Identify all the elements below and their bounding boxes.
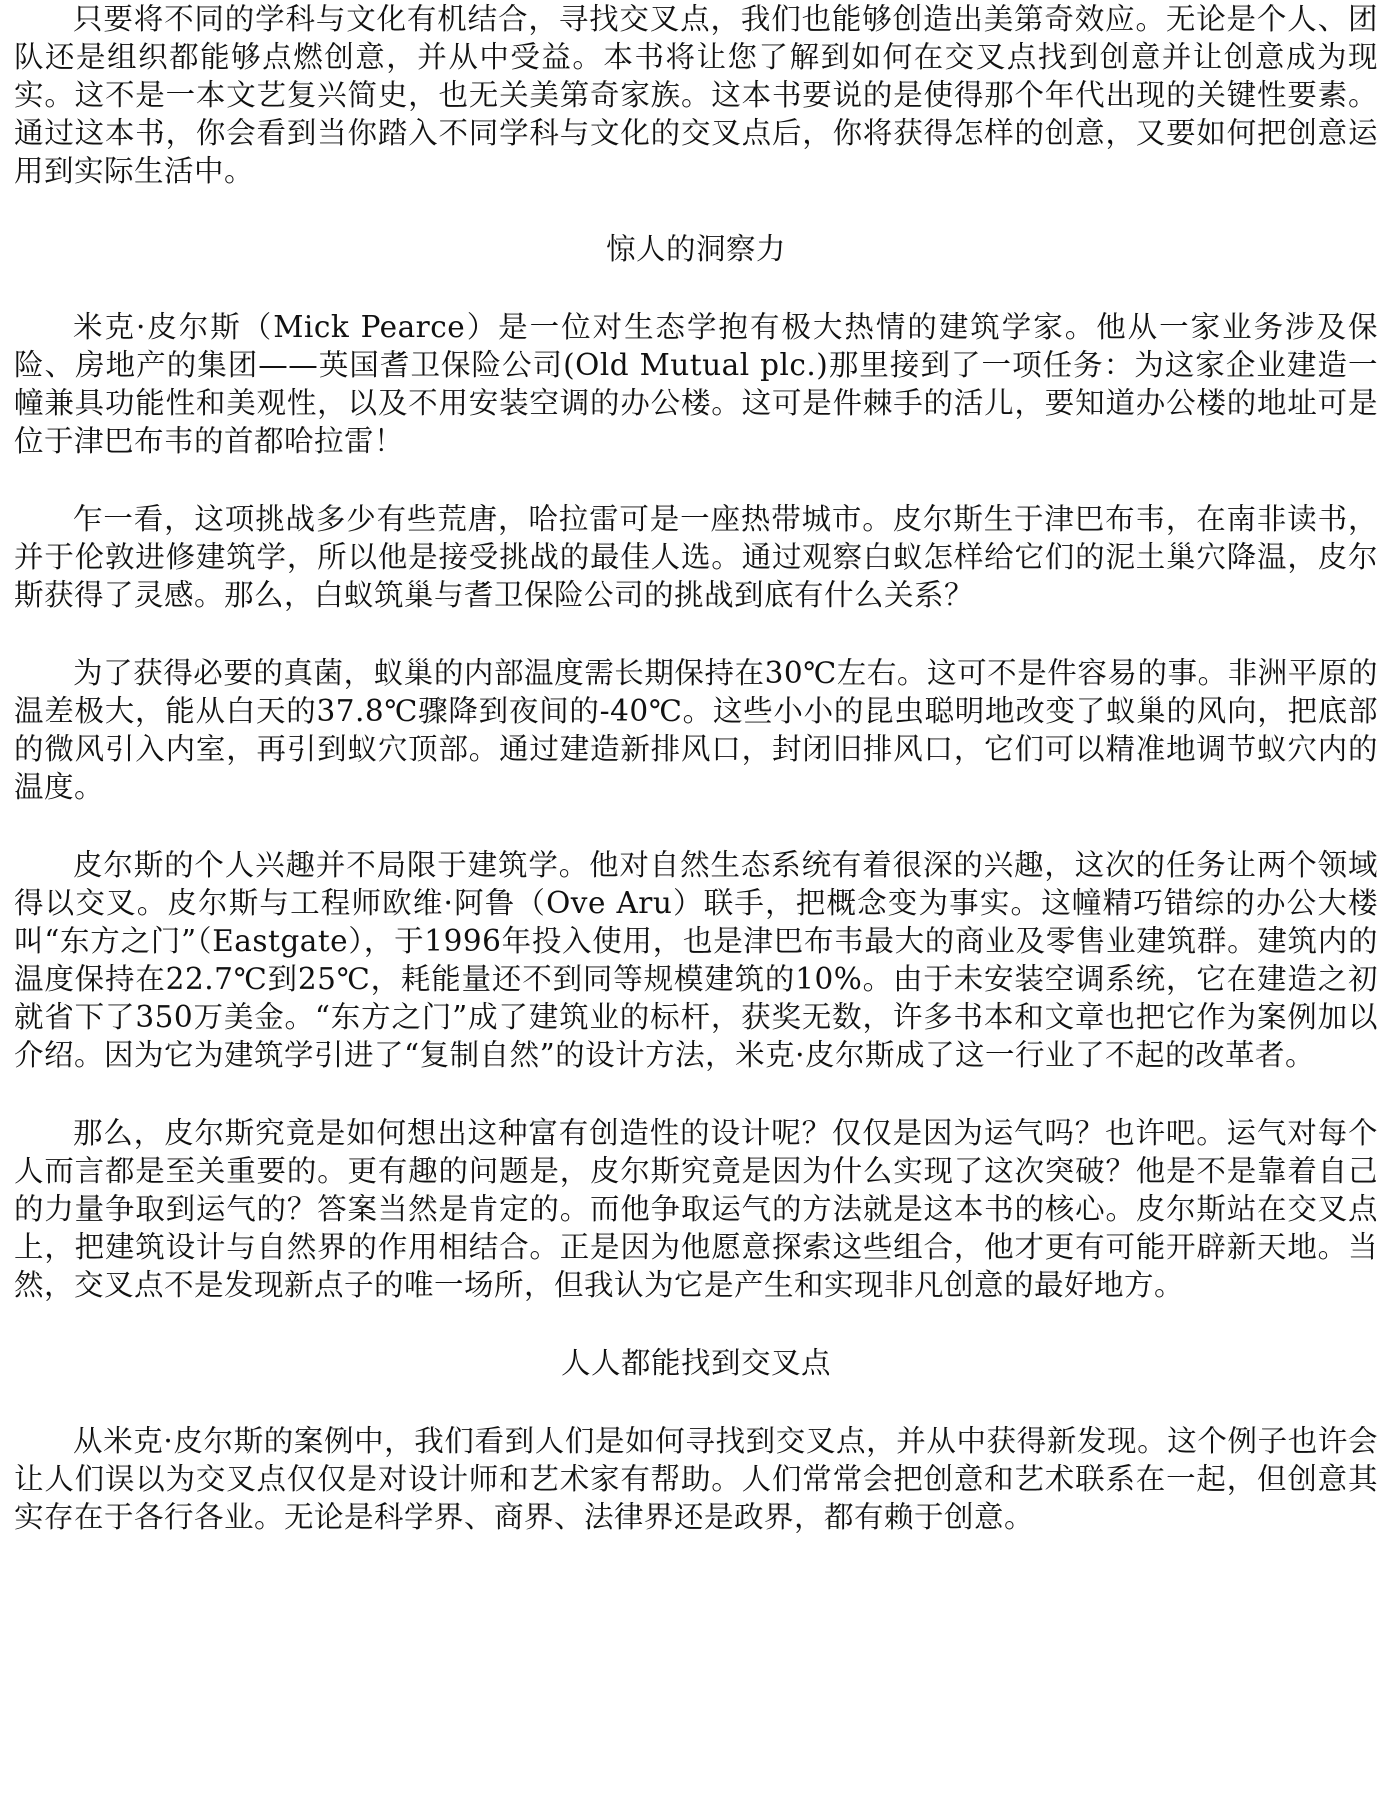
paragraph-spacer — [14, 1074, 1378, 1114]
paragraph-mick-pearce: 米克·皮尔斯（Mick Pearce）是一位对生态学抱有极大热情的建筑学家。他从一家业务涉及保险、房地产的集团——英国耆卫保险公司(Old Mutual plc.)那里接到了一项任务：为这家企业建造一幢兼具功能性和美观性，以及不用安装空调的办公楼。这可是件棘手的活儿，要知道办公楼的地址可是位于津巴布韦的首都哈拉雷！ — [14, 310, 1378, 458]
paragraph-spacer — [14, 268, 1378, 308]
paragraph-challenge: 乍一看，这项挑战多少有些荒唐，哈拉雷可是一座热带城市。皮尔斯生于津巴布韦，在南非读书，并于伦敦进修建筑学，所以他是接受挑战的最佳人选。通过观察白蚁怎样给它们的泥土巢穴降温，皮尔斯获得了灵感。那么，白蚁筑巢与耆卫保险公司的挑战到底有什么关系？ — [14, 502, 1378, 612]
paragraph-intro-continued: 只要将不同的学科与文化有机结合，寻找交叉点，我们也能够创造出美第奇效应。无论是个人、团队还是组织都能够点燃创意，并从中受益。本书将让您了解到如何在交叉点找到创意并让创意成为现实。这不是一本文艺复兴简史，也无关美第奇家族。这本书要说的是使得那个年代出现的关键性要素。通过这本书，你会看到当你踏入不同学科与文化的交叉点后，你将获得怎样的创意，又要如何把创意运用到实际生活中。 — [14, 2, 1378, 188]
section-heading-everyone: 人人都能找到交叉点 — [560, 1346, 831, 1380]
paragraph-spacer — [14, 460, 1378, 500]
paragraph-creativity-everywhere: 从米克·皮尔斯的案例中，我们看到人们是如何寻找到交叉点，并从中获得新发现。这个例子也许会让人们误以为交叉点仅仅是对设计师和艺术家有帮助。人们常常会把创意和艺术联系在一起，但创意其实存在于各行各业。无论是科学界、商界、法律界还是政界，都有赖于创意。 — [14, 1424, 1378, 1534]
section-heading-insight: 惊人的洞察力 — [605, 232, 786, 266]
paragraph-spacer — [14, 1304, 1378, 1344]
paragraph-spacer — [14, 1382, 1378, 1422]
document-page — [14, 0, 1378, 1800]
paragraph-spacer — [14, 614, 1378, 654]
paragraph-eastgate: 皮尔斯的个人兴趣并不局限于建筑学。他对自然生态系统有着很深的兴趣，这次的任务让两个领域得以交叉。皮尔斯与工程师欧维·阿鲁（Ove Aru）联手，把概念变为事实。这幢精巧错综的办公大楼叫“东方之门”（Eastgate），于1996年投入使用，也是津巴布韦最大的商业及零售业建筑群。建筑内的温度保持在22.7℃到25℃，耗能量还不到同等规模建筑的10%。由于未安装空调系统，它在建造之初就省下了350万美金。“东方之门”成了建筑业的标杆，获奖无数，许多书本和文章也把它作为案例加以介绍。因为它为建筑学引进了“复制自然”的设计方法，米克·皮尔斯成了这一行业了不起的改革者。 — [14, 848, 1378, 1072]
paragraph-spacer — [14, 190, 1378, 230]
paragraph-termite-nest: 为了获得必要的真菌，蚁巢的内部温度需长期保持在30℃左右。这可不是件容易的事。非洲平原的温差极大，能从白天的37.8℃骤降到夜间的-40℃。这些小小的昆虫聪明地改变了蚁巢的风向，把底部的微风引入内室，再引到蚁穴顶部。通过建造新排风口，封闭旧排风口，它们可以精准地调节蚁穴内的温度。 — [14, 656, 1378, 804]
paragraph-luck: 那么，皮尔斯究竟是如何想出这种富有创造性的设计呢？仅仅是因为运气吗？也许吧。运气对每个人而言都是至关重要的。更有趣的问题是，皮尔斯究竟是因为什么实现了这次突破？他是不是靠着自己的力量争取到运气的？答案当然是肯定的。而他争取运气的方法就是这本书的核心。皮尔斯站在交叉点上，把建筑设计与自然界的作用相结合。正是因为他愿意探索这些组合，他才更有可能开辟新天地。当然，交叉点不是发现新点子的唯一场所，但我认为它是产生和实现非凡创意的最好地方。 — [14, 1116, 1378, 1302]
paragraph-spacer — [14, 806, 1378, 846]
